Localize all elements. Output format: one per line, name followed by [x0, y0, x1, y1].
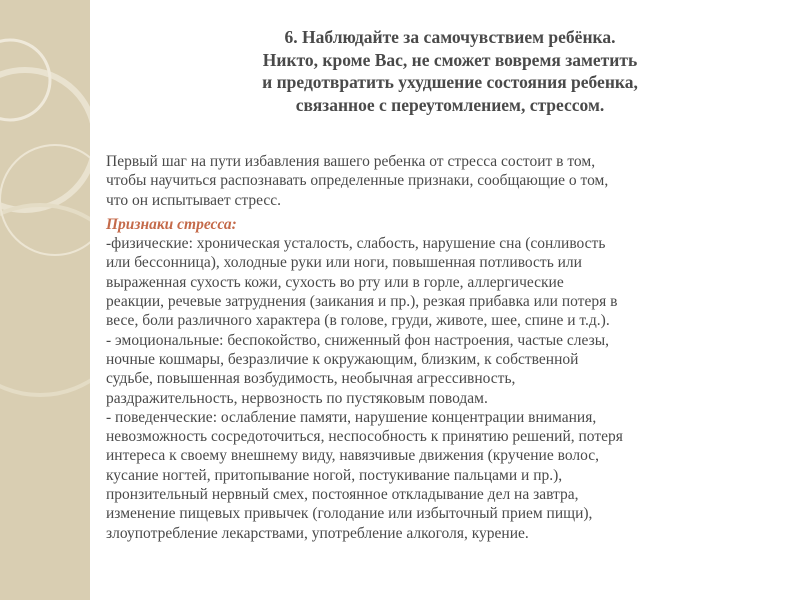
intro-line: что он испытывает стресс. [106, 191, 281, 209]
title-line: Никто, кроме Вас, не сможет вовремя заметить [262, 49, 638, 70]
signs-line: судьбе, повышенная возбудимость, необычная агрессивность, [106, 370, 516, 388]
signs-line: ночные кошмары, безразличие к окружающим, близким, к собственной [106, 350, 579, 368]
signs-line: интереса к своему внешнему виду, навязчивые движения (кручение волос, [106, 447, 599, 465]
intro-line: чтобы научиться распознавать определенные признаки, сообщающие о том, [106, 172, 609, 190]
signs-line: - поведенческие: ослабление памяти, нарушение концентрации внимания, [106, 408, 597, 426]
body-text [106, 152, 796, 543]
signs-line: пронзительный нервный смех, постоянное откладывание дел на завтра, [106, 486, 579, 504]
signs-line: реакции, речевые затруднения (заикания и пр.), резкая прибавка или потеря в [106, 293, 618, 311]
decorative-side-band [0, 0, 90, 600]
intro-line: Первый шаг на пути избавления вашего ребенка от стресса состоит в том, [106, 153, 596, 170]
signs-line: - эмоциональные: беспокойство, сниженный фон настроения, частые слезы, [106, 331, 610, 349]
title-line: связанное с переутомлением, стрессом. [295, 94, 605, 115]
signs-heading: Признаки стресса: [106, 215, 237, 233]
slide-title [105, 26, 795, 116]
title-line: 6. Наблюдайте за самочувствием ребёнка. [284, 27, 616, 47]
signs-line: или бессонница), холодные руки или ноги, повышенная потливость или [106, 254, 582, 272]
signs-line: невозможность сосредоточиться, неспособность к принятию решений, потеря [106, 428, 623, 446]
title-line: и предотвратить ухудшение состояния ребенка, [262, 72, 638, 92]
decorative-circles [0, 0, 90, 600]
signs-line: изменение пищевых привычек (голодание или избыточный прием пищи), [106, 505, 593, 523]
signs-line: весе, боли различного характера (в голове, груди, животе, шее, спине и т.д.). [106, 312, 610, 330]
signs-line: кусание ногтей, притопывание ногой, постукивание пальцами и пр.), [106, 466, 563, 484]
signs-line: выраженная сухость кожи, сухость во рту или в горле, аллергические [106, 273, 564, 291]
signs-line: злоупотребление лекарствами, употребление алкоголя, курение. [106, 524, 529, 542]
content-area [90, 0, 800, 600]
signs-line: раздражительность, нервозность по пустяковым поводам. [106, 389, 488, 407]
signs-line: -физические: хроническая усталость, слабость, нарушение сна (сонливость [106, 235, 606, 253]
